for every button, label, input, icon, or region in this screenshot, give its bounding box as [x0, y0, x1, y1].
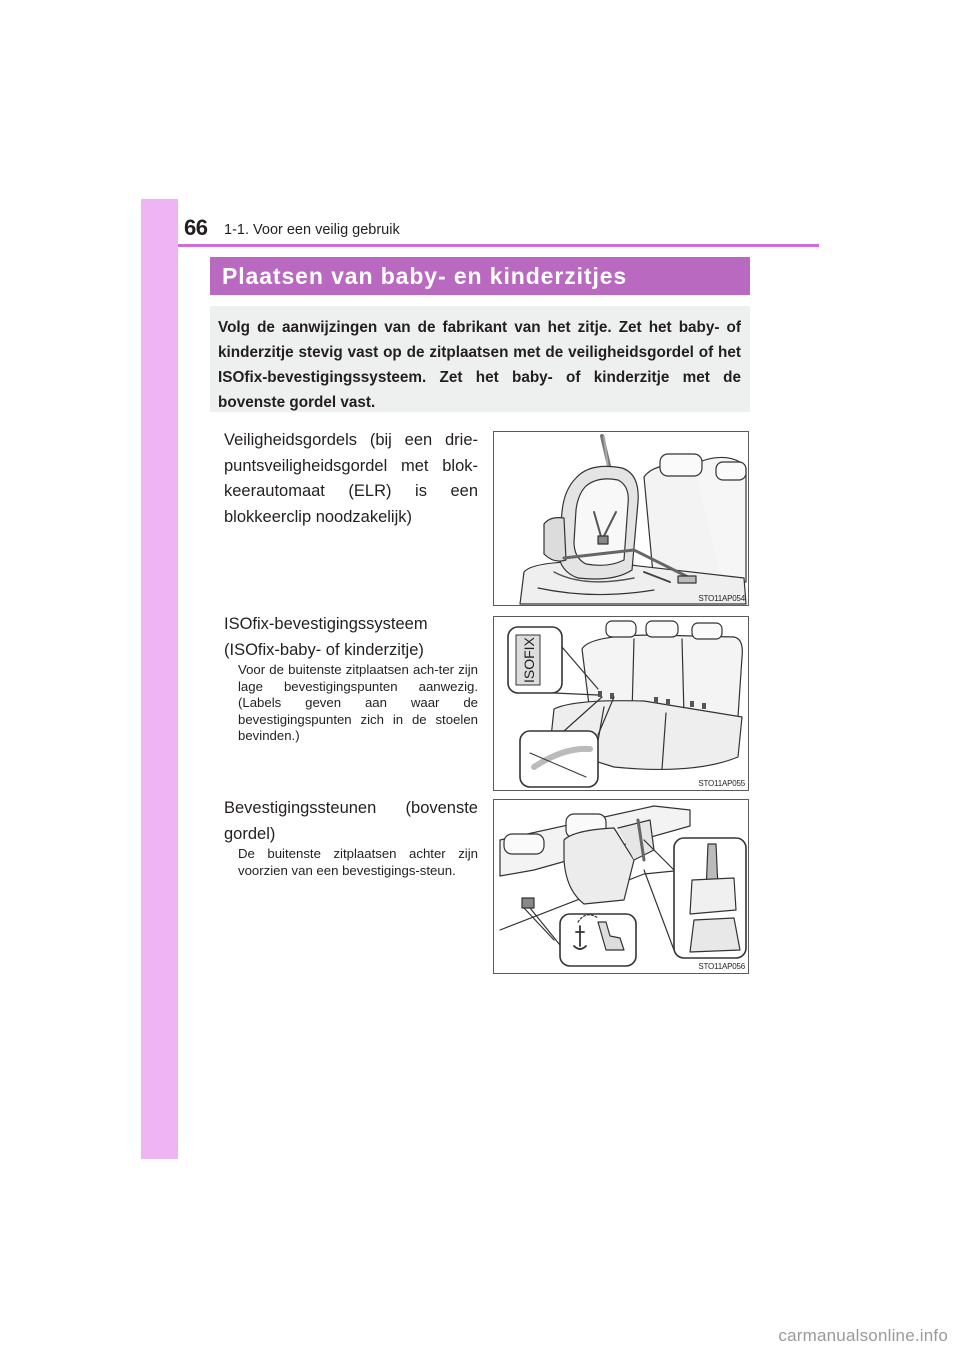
figure-isofix-anchors — [493, 616, 749, 791]
chapter-tab-sidebar — [141, 199, 178, 1159]
top-tether-illustration — [494, 800, 748, 973]
isofix-label-text: ISOFIX — [521, 637, 537, 683]
child-seat-illustration — [494, 432, 748, 605]
section-title-bar — [210, 257, 750, 295]
figure-seatbelt-childseat — [493, 431, 749, 606]
figure-code: STO11AP056 — [698, 962, 745, 971]
figure-top-tether-anchor — [493, 799, 749, 974]
item-seatbelts-title: Veiligheidsgordels (bij een drie-puntsveiligheidsgordel met blok-keerautomaat (ELR) is een blokkeerclip noodzakelijk) — [224, 431, 478, 526]
item-anchor-note: De buitenste zitplaatsen achter zijn voorzien van een bevestigings-steun. — [238, 846, 478, 878]
intro-box — [210, 306, 750, 412]
chapter-heading: 1-1. Voor een veilig gebruik — [224, 222, 400, 238]
isofix-illustration — [494, 617, 748, 790]
item-anchor-title: Bevestigingssteunen (bovenste gordel) — [224, 799, 478, 843]
intro-text: Volg de aanwijzingen van de fabrikant van het zitje. Zet het baby- of kinderzitje stevig vast op de zitplaatsen met de veiligheidsgordel of het ISOfix-bevestigingssysteem. Zet het baby- of kinderzitje met de bovenste gordel vast. — [218, 319, 741, 411]
watermark: carmanualsonline.info — [778, 1326, 948, 1345]
item-isofix-title: ISOfix-bevestigingssysteem (ISOfix-baby- of kinderzitje) — [224, 615, 428, 659]
figure-code: STO11AP055 — [698, 779, 745, 788]
header-rule — [178, 244, 819, 247]
page-number: 66 — [184, 215, 208, 240]
figure-code: STO11AP054 — [698, 594, 745, 603]
item-isofix-note: Voor de buitenste zitplaatsen ach-ter zijn lage bevestigingspunten aanwezig. (Labels geven aan waar de bevestigingspunten zich in de stoelen bevinden.) — [238, 662, 478, 743]
section-title: Plaatsen van baby- en kinderzitjes — [222, 263, 628, 289]
